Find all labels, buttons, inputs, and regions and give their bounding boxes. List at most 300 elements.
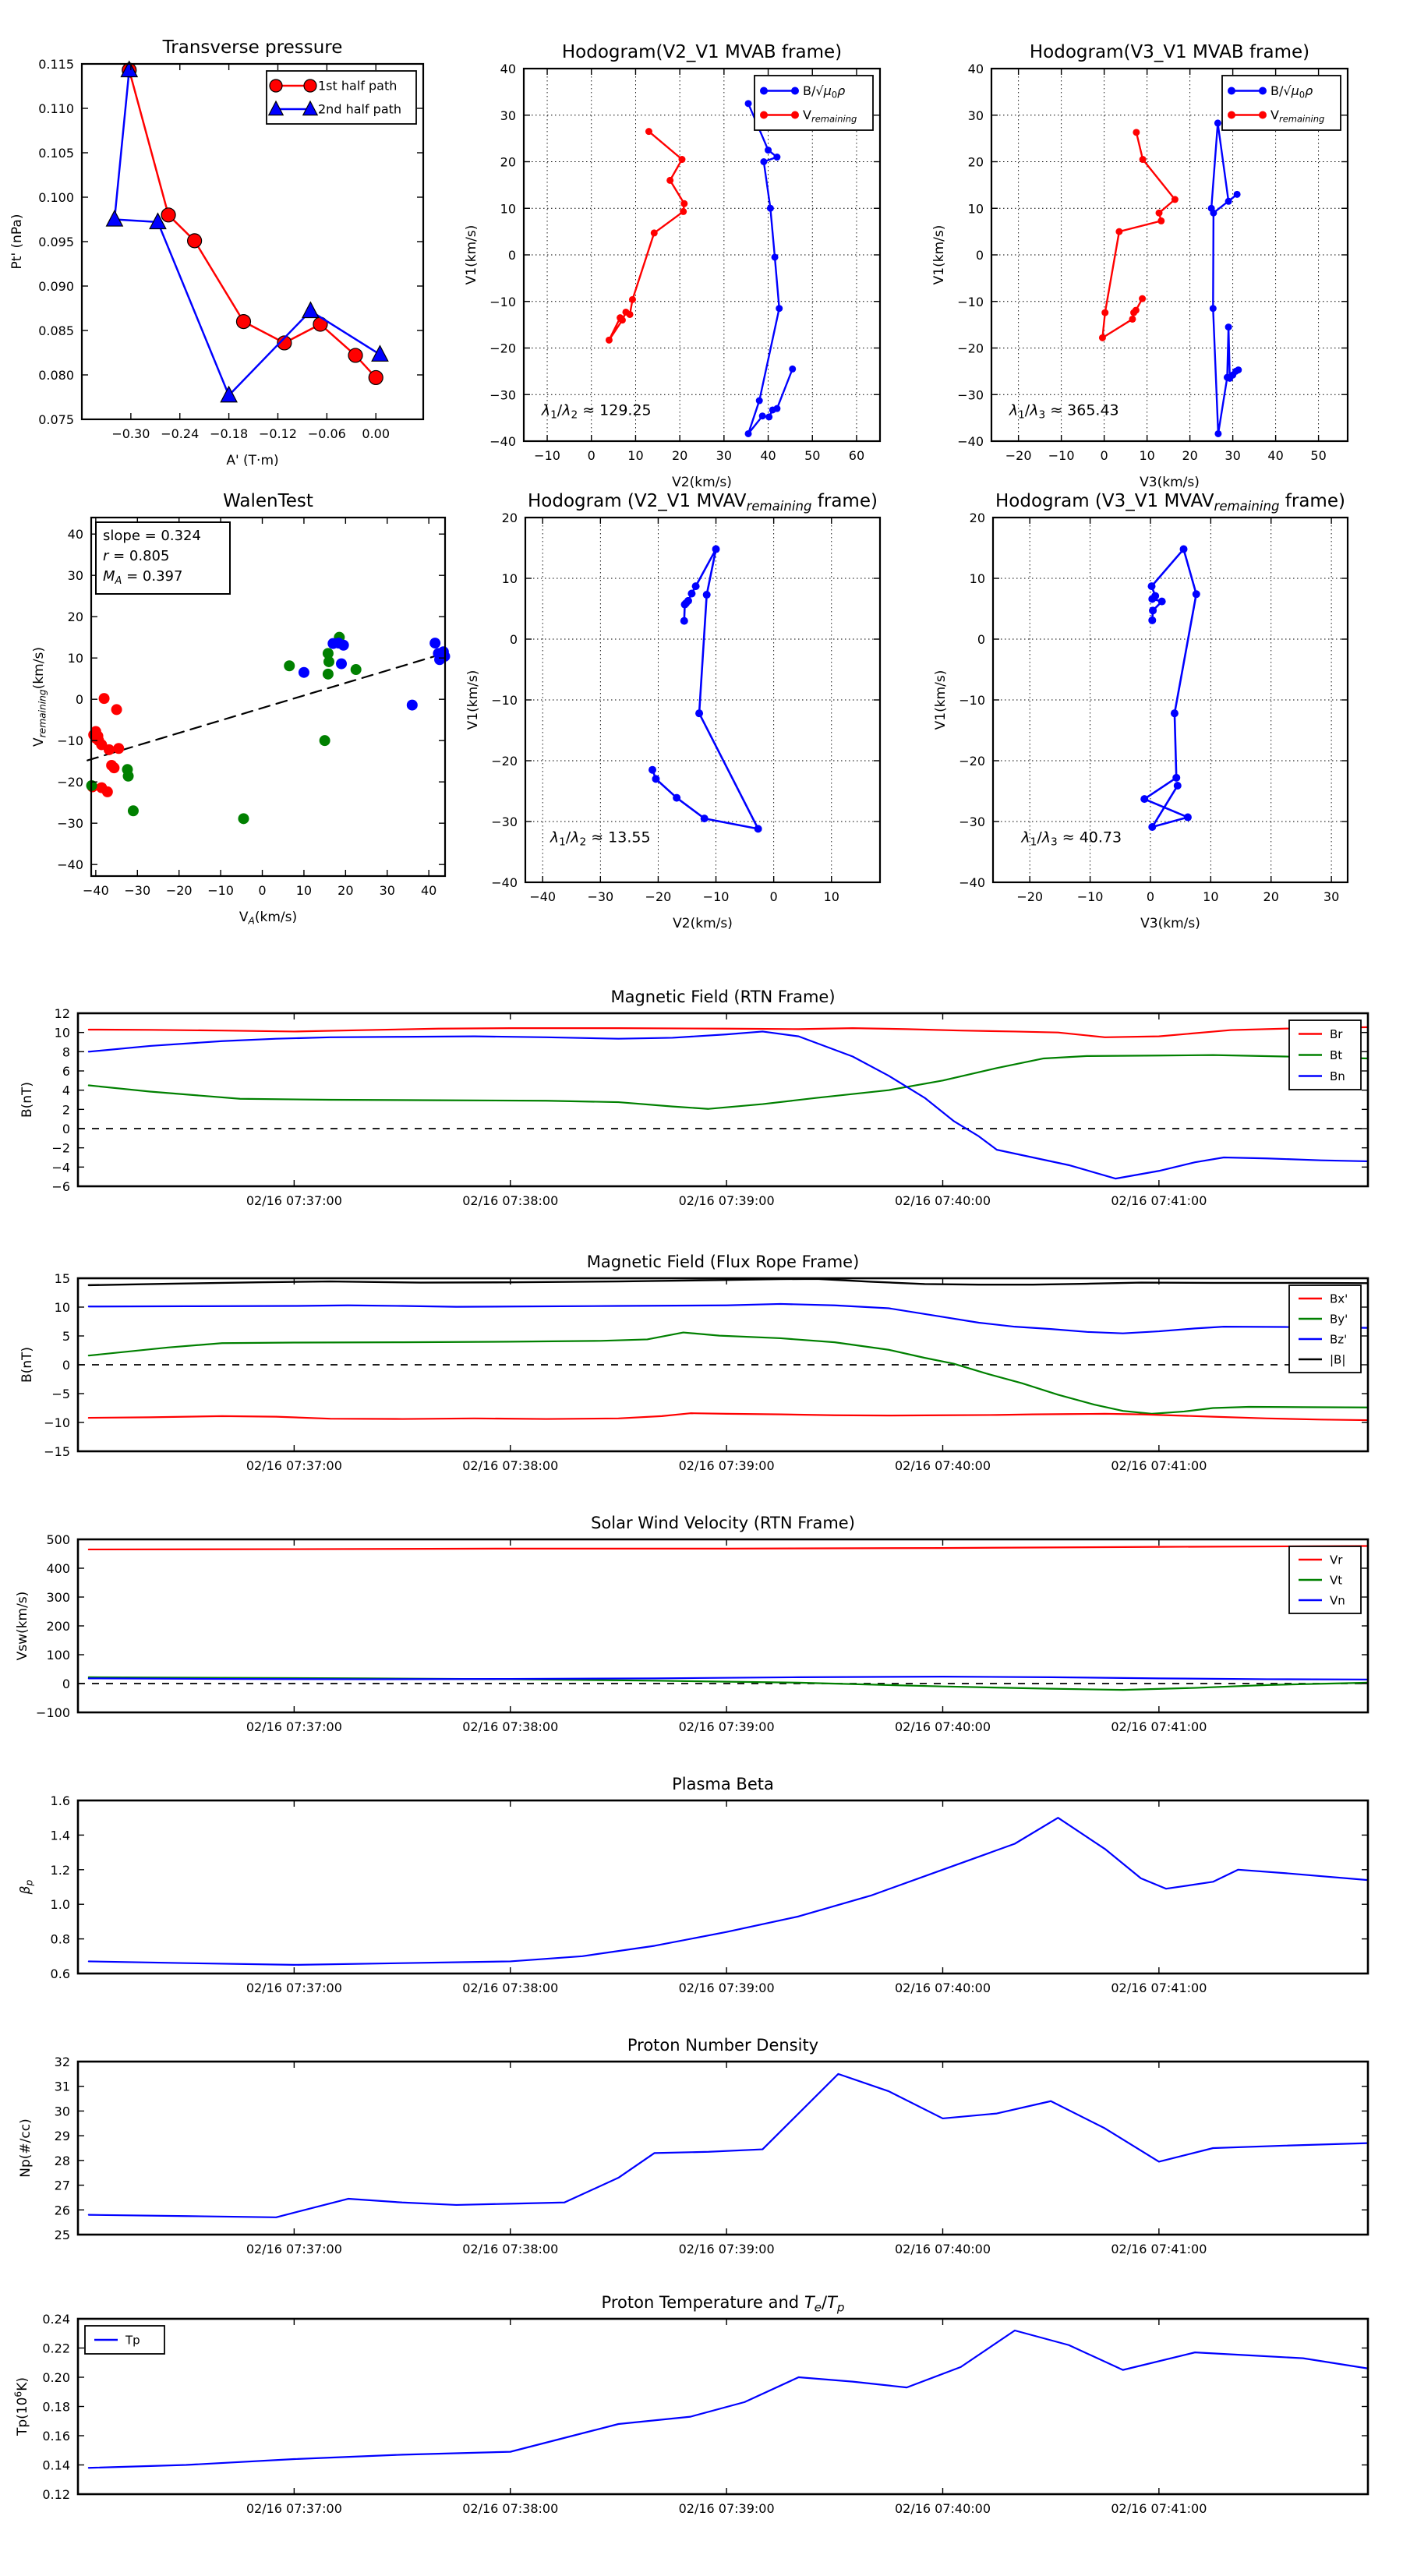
y-tick-label (62, 1064, 70, 1079)
panel-title (627, 2036, 818, 2055)
y-tick-label (502, 511, 518, 525)
y-tick-label (57, 816, 83, 831)
text-segment: −20 (645, 889, 672, 904)
dot-marker (1157, 217, 1164, 224)
text-segment: By' (1330, 1312, 1348, 1327)
circle-marker (336, 659, 347, 670)
y-tick-label (500, 108, 516, 123)
text-segment: −20 (57, 775, 83, 790)
dot-marker (755, 825, 762, 832)
text-segment: 0.105 (38, 146, 74, 161)
y-tick-label (55, 2104, 70, 2118)
text-segment: 25 (54, 2228, 70, 2242)
text-segment: V1(km/s) (933, 670, 949, 730)
y-axis-label (933, 670, 949, 730)
dot-marker (745, 100, 752, 107)
text-segment: 0 (1100, 448, 1108, 463)
text-segment: β (18, 1885, 34, 1895)
dot-marker (712, 546, 720, 553)
y-axis-label (931, 225, 947, 285)
y-tick-label (62, 1358, 70, 1373)
axes-frame (78, 2319, 1368, 2494)
y-tick-label (489, 387, 516, 402)
y-tick-label (510, 632, 518, 647)
y-axis-label (31, 647, 48, 747)
circle-marker (236, 315, 250, 329)
text-segment: Br (1330, 1027, 1343, 1041)
y-tick-label (76, 692, 83, 707)
y-tick-label (489, 295, 516, 309)
text-segment: 26 (54, 2203, 70, 2218)
text-segment: 1 (550, 408, 557, 422)
dot-marker (1148, 823, 1156, 831)
y-axis-label (19, 1347, 35, 1383)
text-segment: T (827, 2293, 837, 2312)
text-segment: 0.6 (50, 1966, 70, 1981)
dot-marker (1171, 709, 1179, 717)
text-segment: 30 (967, 108, 984, 123)
x-tick-label (166, 883, 193, 898)
y-tick-label (57, 857, 83, 872)
x-tick-label (1182, 448, 1197, 463)
text-segment: 30 (716, 448, 733, 463)
panel-title (995, 491, 1345, 514)
text-segment: 02/16 07:41:00 (1111, 1719, 1207, 1734)
text-segment: 10 (1203, 889, 1219, 904)
dot-marker (765, 413, 772, 420)
dot-marker (1228, 87, 1235, 95)
y-tick-label (68, 610, 83, 624)
y-tick-label (51, 1179, 70, 1194)
y-tick-label (57, 775, 83, 790)
y-tick-label (957, 341, 984, 356)
dot-marker (1148, 582, 1156, 590)
text-segment: 02/16 07:40:00 (894, 1719, 991, 1734)
annotation (1009, 402, 1119, 422)
y-tick-label (38, 279, 74, 294)
text-segment: 0.24 (42, 2312, 70, 2327)
dot-marker (606, 337, 613, 344)
circle-marker (320, 735, 330, 746)
axes-frame (993, 518, 1348, 882)
text-segment: 0 (507, 248, 516, 263)
text-segment: p (23, 1879, 35, 1886)
text-segment: frame) (1279, 491, 1345, 511)
text-segment: remaining (746, 499, 812, 514)
legend-label (1330, 1027, 1343, 1041)
x-tick-label (246, 1458, 342, 1473)
circle-marker (123, 771, 134, 782)
dot-marker (791, 87, 799, 95)
text-segment: B(nT) (19, 1081, 35, 1118)
text-segment: remaining (811, 113, 857, 125)
x-axis-label (672, 475, 732, 490)
x-tick-label (124, 883, 150, 898)
text-segment: Bz' (1330, 1332, 1348, 1347)
dot-marker (1133, 129, 1140, 136)
x-tick-label (1225, 448, 1240, 463)
text-segment: 1st half path (318, 78, 398, 94)
y-tick-label (62, 1329, 70, 1344)
y-tick-label (42, 2487, 70, 2502)
text-segment: 0 (62, 1358, 70, 1373)
text-segment: 02/16 07:40:00 (894, 1981, 991, 1995)
text-segment: 0.090 (38, 279, 74, 294)
text-segment: V1(km/s) (931, 224, 947, 285)
y-tick-label (42, 2312, 70, 2327)
series-line (1144, 549, 1196, 827)
dot-marker (695, 709, 703, 717)
x-tick-label (716, 448, 732, 463)
text-segment: 40 (420, 883, 437, 898)
text-segment: slope = 0.324 (103, 528, 201, 544)
y-tick-label (44, 1415, 70, 1430)
y-tick-label (46, 1619, 70, 1634)
y-tick-label (970, 511, 985, 525)
panel-hodogram-v3v1-mvab (931, 42, 1348, 490)
panel-transverse-pressure (9, 37, 423, 468)
y-tick-label (976, 248, 984, 263)
y-tick-label (51, 1932, 70, 1947)
text-segment: B(nT) (19, 1346, 35, 1383)
text-segment: −30 (957, 387, 984, 403)
y-tick-label (55, 2129, 70, 2143)
text-segment: −2 (51, 1140, 70, 1156)
y-axis-label (19, 1082, 35, 1118)
text-segment: μ (823, 83, 832, 98)
triangle-marker (372, 346, 388, 362)
text-segment: ρ (837, 83, 846, 98)
text-segment: 29 (54, 2129, 70, 2144)
y-tick-label (51, 1160, 70, 1175)
series-line (89, 1031, 1368, 1178)
dot-marker (789, 366, 796, 373)
text-segment: 02/16 07:39:00 (678, 2501, 775, 2516)
text-segment: 02/16 07:38:00 (462, 2501, 559, 2516)
y-axis-label (464, 225, 479, 285)
y-tick-label (970, 571, 985, 586)
text-segment: 02/16 07:41:00 (1111, 1981, 1207, 1995)
text-segment: −0.06 (307, 426, 346, 441)
y-tick-label (42, 2341, 70, 2356)
text-segment: V3(km/s) (1140, 916, 1200, 931)
text-segment: Vsw(km/s) (15, 1591, 30, 1661)
text-segment: 02/16 07:41:00 (1111, 1193, 1207, 1208)
x-tick-label (380, 883, 395, 898)
x-tick-label (1111, 1981, 1207, 1995)
series-line (89, 1304, 1368, 1334)
text-segment: M (103, 568, 115, 585)
dot-marker (1172, 196, 1179, 203)
text-segment: ρ (1305, 83, 1313, 98)
text-segment: λ (1030, 401, 1039, 419)
text-segment: −100 (36, 1705, 70, 1720)
text-segment: 0.100 (38, 190, 74, 205)
text-segment: 12 (54, 1006, 70, 1021)
text-segment: 0 (1299, 89, 1306, 101)
panel-proton-number-density (18, 2036, 1368, 2256)
text-segment: 40 (967, 62, 984, 76)
text-segment: 20 (501, 511, 518, 525)
series-line (609, 132, 684, 341)
circle-marker (108, 762, 119, 773)
text-segment: 02/16 07:40:00 (894, 2242, 991, 2256)
x-tick-label (895, 1719, 991, 1734)
x-axis-label (673, 916, 733, 931)
x-tick-label (895, 2242, 991, 2256)
y-tick-label (968, 108, 984, 123)
text-segment: 4 (62, 1083, 70, 1098)
y-tick-label (55, 1271, 70, 1286)
text-segment: 0.080 (38, 368, 74, 383)
y-tick-label (38, 146, 74, 161)
text-segment: −20 (165, 883, 193, 898)
y-tick-label (55, 2228, 70, 2242)
dot-marker (773, 405, 780, 412)
y-tick-label (491, 814, 518, 829)
text-segment: Proton Number Density (627, 2036, 819, 2055)
y-tick-label (46, 1532, 70, 1547)
y-tick-label (959, 754, 985, 769)
text-segment: Vr (1330, 1553, 1343, 1567)
text-segment: λ (562, 401, 571, 419)
text-segment: 20 (500, 154, 516, 170)
legend-label (1330, 1069, 1345, 1083)
text-segment: −40 (489, 434, 516, 449)
y-tick-label (968, 155, 984, 170)
x-axis-label (239, 910, 297, 927)
dot-marker (1140, 795, 1148, 803)
text-segment: 10 (295, 883, 313, 898)
x-tick-label (462, 1981, 558, 1995)
text-segment: |B| (1330, 1352, 1346, 1367)
y-tick-label (977, 632, 985, 647)
y-tick-label (957, 295, 984, 309)
y-tick-label (55, 2178, 70, 2193)
dot-marker (1259, 87, 1267, 95)
y-tick-label (491, 875, 518, 890)
panel-title (602, 2293, 845, 2315)
dot-marker (629, 296, 636, 303)
series-line (1102, 133, 1175, 337)
text-segment: = 0.397 (122, 568, 183, 585)
x-tick-label (804, 448, 820, 463)
x-tick-label (588, 448, 595, 463)
y-tick-label (44, 1444, 70, 1459)
y-tick-label (51, 1141, 70, 1156)
y-axis-label (465, 670, 481, 730)
y-tick-label (500, 201, 516, 216)
legend-label (1330, 1292, 1348, 1306)
dot-marker (1099, 334, 1106, 341)
series-line (89, 1333, 1368, 1414)
text-segment: 40 (67, 527, 83, 542)
text-segment: −40 (957, 434, 984, 449)
text-segment: 2nd half path (318, 101, 402, 117)
dot-marker (1139, 295, 1146, 302)
x-tick-label (462, 2501, 558, 2516)
text-segment: 02/16 07:38:00 (462, 2242, 559, 2256)
text-segment: 02/16 07:38:00 (462, 1981, 559, 1995)
legend-label (318, 79, 397, 94)
text-segment: 0 (258, 883, 267, 898)
x-tick-label (529, 889, 556, 904)
text-segment: −30 (491, 814, 518, 829)
x-tick-label (462, 1719, 558, 1734)
x-tick-label (1203, 889, 1218, 904)
text-segment: 02/16 07:38:00 (462, 1458, 559, 1473)
text-segment: 0.075 (38, 412, 74, 427)
series-line (89, 1055, 1368, 1109)
x-tick-label (1111, 2242, 1207, 2256)
x-tick-label (849, 448, 864, 463)
text-segment: 0.115 (38, 57, 74, 72)
text-segment: Vt (1330, 1573, 1343, 1588)
x-tick-label (337, 883, 353, 898)
y-tick-label (68, 527, 83, 542)
text-segment: 0.14 (42, 2458, 70, 2473)
text-segment: −10 (207, 883, 234, 898)
text-segment: 8 (62, 1044, 70, 1060)
y-tick-label (62, 1122, 70, 1136)
x-tick-label (246, 1719, 342, 1734)
circle-marker (323, 656, 334, 667)
circle-marker (113, 743, 124, 754)
x-tick-label (679, 2242, 775, 2256)
legend-label (1330, 1313, 1348, 1327)
text-segment: 300 (46, 1590, 70, 1605)
text-segment: 10 (969, 571, 985, 586)
text-segment: −40 (82, 883, 109, 898)
circle-marker (102, 786, 113, 797)
y-tick-label (51, 1897, 70, 1912)
text-segment: 50 (804, 448, 821, 463)
text-segment: 10 (823, 889, 839, 904)
y-tick-label (55, 2055, 70, 2069)
circle-marker (323, 669, 334, 680)
x-tick-label (645, 889, 672, 904)
dot-marker (645, 128, 652, 135)
text-segment: 1.6 (50, 1793, 70, 1808)
text-segment: 02/16 07:37:00 (246, 1719, 342, 1734)
text-segment: 02/16 07:37:00 (246, 2501, 342, 2516)
circle-marker (188, 234, 202, 248)
text-segment: 3 (1051, 836, 1058, 849)
text-segment: 02/16 07:40:00 (894, 1193, 991, 1208)
y-tick-label (968, 62, 984, 76)
stats-line (103, 568, 182, 587)
y-tick-label (51, 1863, 70, 1878)
x-tick-label (1101, 448, 1108, 463)
text-segment: 0.22 (42, 2341, 70, 2356)
axes-frame (78, 1539, 1368, 1712)
stats-line (103, 528, 201, 544)
text-segment: 30 (54, 2104, 70, 2119)
text-segment: remaining (37, 689, 48, 738)
y-axis-label (15, 1592, 30, 1661)
text-segment: 02/16 07:39:00 (678, 2242, 775, 2256)
x-tick-label (760, 448, 776, 463)
y-tick-label (55, 2154, 70, 2168)
text-segment: Np(#/cc) (18, 2118, 34, 2178)
text-segment: V2(km/s) (673, 916, 733, 931)
text-segment: −40 (57, 857, 83, 873)
dot-marker (1225, 198, 1232, 205)
text-segment: Transverse pressure (162, 37, 343, 58)
text-segment: V (1270, 108, 1279, 122)
x-tick-label (770, 889, 778, 904)
triangle-marker (302, 302, 319, 318)
dot-marker (617, 314, 624, 321)
legend-label (125, 2334, 140, 2348)
y-tick-label (51, 1793, 70, 1808)
legend-label (318, 102, 401, 117)
text-segment: 02/16 07:40:00 (894, 2501, 991, 2516)
x-tick-label (246, 2242, 342, 2256)
panel-hodogram-v3v1-mvav (933, 491, 1348, 931)
dot-marker (1235, 366, 1242, 373)
panel-title (162, 37, 343, 58)
text-segment: Bt (1330, 1048, 1343, 1062)
text-segment: 0.085 (38, 323, 74, 338)
text-segment: = 0.805 (108, 548, 170, 564)
panel-plasma-beta (18, 1775, 1368, 1995)
dot-marker (651, 229, 658, 236)
x-tick-label (1139, 448, 1154, 463)
text-segment: λ (571, 829, 580, 846)
dot-marker (1101, 309, 1108, 316)
text-segment: 30 (379, 883, 395, 898)
y-tick-label (38, 101, 74, 116)
text-segment: 30 (500, 108, 516, 123)
y-tick-label (46, 1648, 70, 1663)
text-segment: (km/s) (31, 647, 47, 690)
text-segment: −5 (51, 1387, 70, 1401)
text-segment: −20 (1005, 448, 1032, 463)
circle-marker (284, 660, 295, 671)
text-segment: 0 (1146, 889, 1155, 904)
dot-marker (1148, 617, 1156, 624)
text-segment: 02/16 07:38:00 (462, 1719, 559, 1734)
y-tick-label (38, 323, 74, 338)
text-segment: 10 (54, 1025, 70, 1041)
circle-marker (351, 664, 362, 675)
text-segment: −0.12 (258, 426, 297, 441)
dot-marker (756, 398, 763, 405)
text-segment: 0 (509, 632, 518, 647)
text-segment: 0 (62, 1122, 70, 1136)
text-segment: −30 (959, 814, 985, 829)
text-segment: 02/16 07:37:00 (246, 1193, 342, 1208)
dot-marker (701, 814, 709, 822)
text-segment: 20 (337, 883, 354, 898)
x-tick-label (1310, 448, 1326, 463)
text-segment: 0 (975, 248, 984, 263)
text-segment: 10 (967, 201, 984, 217)
y-tick-label (42, 2370, 70, 2385)
text-segment: 32 (54, 2055, 70, 2069)
annotation (541, 402, 652, 422)
dot-marker (760, 111, 768, 119)
text-segment: 20 (967, 154, 984, 170)
text-segment: A' (T·m) (226, 453, 279, 468)
text-segment: 5 (62, 1329, 70, 1344)
dot-marker (1193, 590, 1200, 598)
text-segment: A (115, 574, 122, 587)
text-segment: 02/16 07:39:00 (678, 1719, 775, 1734)
text-segment: μ (1291, 83, 1299, 98)
dot-marker (1151, 592, 1159, 600)
